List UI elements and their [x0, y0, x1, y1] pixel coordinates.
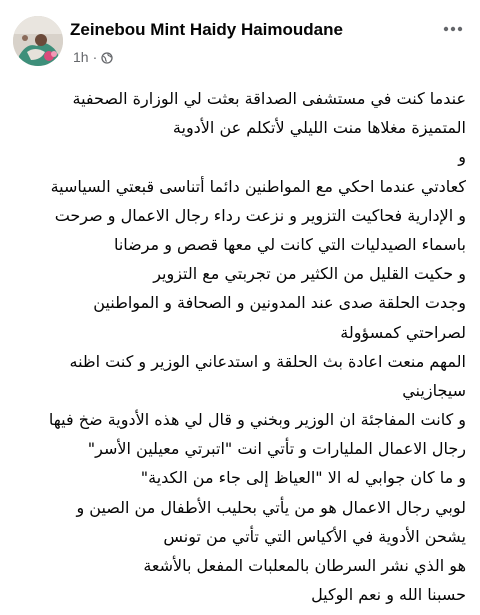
- post-text-line: لوبي رجال الاعمال هو من يأتي بحليب الأطفال من الصين و: [76, 497, 466, 517]
- post-text-line: رجال الاعمال المليارات و تأتي انت "اتبرتي معيلين الأسر": [87, 439, 466, 459]
- post-text-line: المتميزة مغلاها منت الليلي لأتكلم عن الأدوية: [172, 118, 466, 138]
- post-text-line: سيجازيني: [402, 380, 466, 400]
- author-avatar[interactable]: [13, 16, 63, 66]
- author-name[interactable]: Zeinebou Mint Haidy Haimoudane: [70, 20, 343, 39]
- post-text-line: حسبنا الله و نعم الوكيل: [311, 585, 466, 605]
- post-text-line: و ما كان جوابي له الا "العياظ إلى جاء من الكدية": [140, 468, 466, 488]
- post-body: [6, 84, 466, 609]
- more-options-icon[interactable]: [438, 14, 468, 44]
- globe-icon: [101, 51, 113, 63]
- post-timestamp[interactable]: 1h: [73, 49, 89, 65]
- post-text-line: لصراحتي كمسؤولة: [340, 322, 466, 342]
- post-text-line: هو الذي نشر السرطان بالمعلبات المفعل بالأشعة: [143, 556, 466, 575]
- post-text-line: عندما كنت في مستشفى الصداقة بعثت لي الوزارة الصحفية: [72, 89, 466, 108]
- post-text-line: و كانت المفاجئة ان الوزير وبخني و قال لي هذه الأدوية ضخ فيها: [48, 410, 466, 430]
- post-text-line: و: [458, 147, 466, 167]
- post-text-line: كعادتي عندما احكي مع المواطنين دائما أتناسى قبعتي السياسية: [50, 176, 466, 196]
- post-text-line: يشحن الأدوية في الأكياس التي تأتي من تونس: [163, 526, 466, 546]
- post-meta: [73, 49, 113, 65]
- post-text-line: و الإدارية فحاكيت التزوير و نزعت رداء رجال الاعمال و صرحت: [54, 205, 466, 225]
- post-text-line: و حكيت القليل من الكثير من تجربتي مع التزوير: [153, 264, 466, 284]
- post-text-line: باسماء الصيدليات التي كانت لي معها قصص و مرضانا: [113, 234, 466, 254]
- post-header: [0, 0, 480, 78]
- meta-separator: ·: [92, 49, 98, 65]
- post-text-line: المهم منعت اعادة بث الحلقة و استدعاني الوزير و كنت اظنه: [69, 351, 466, 371]
- post-text-line: وجدت الحلقة صدى عند المدونين و الصحافة و المواطنين: [93, 293, 466, 313]
